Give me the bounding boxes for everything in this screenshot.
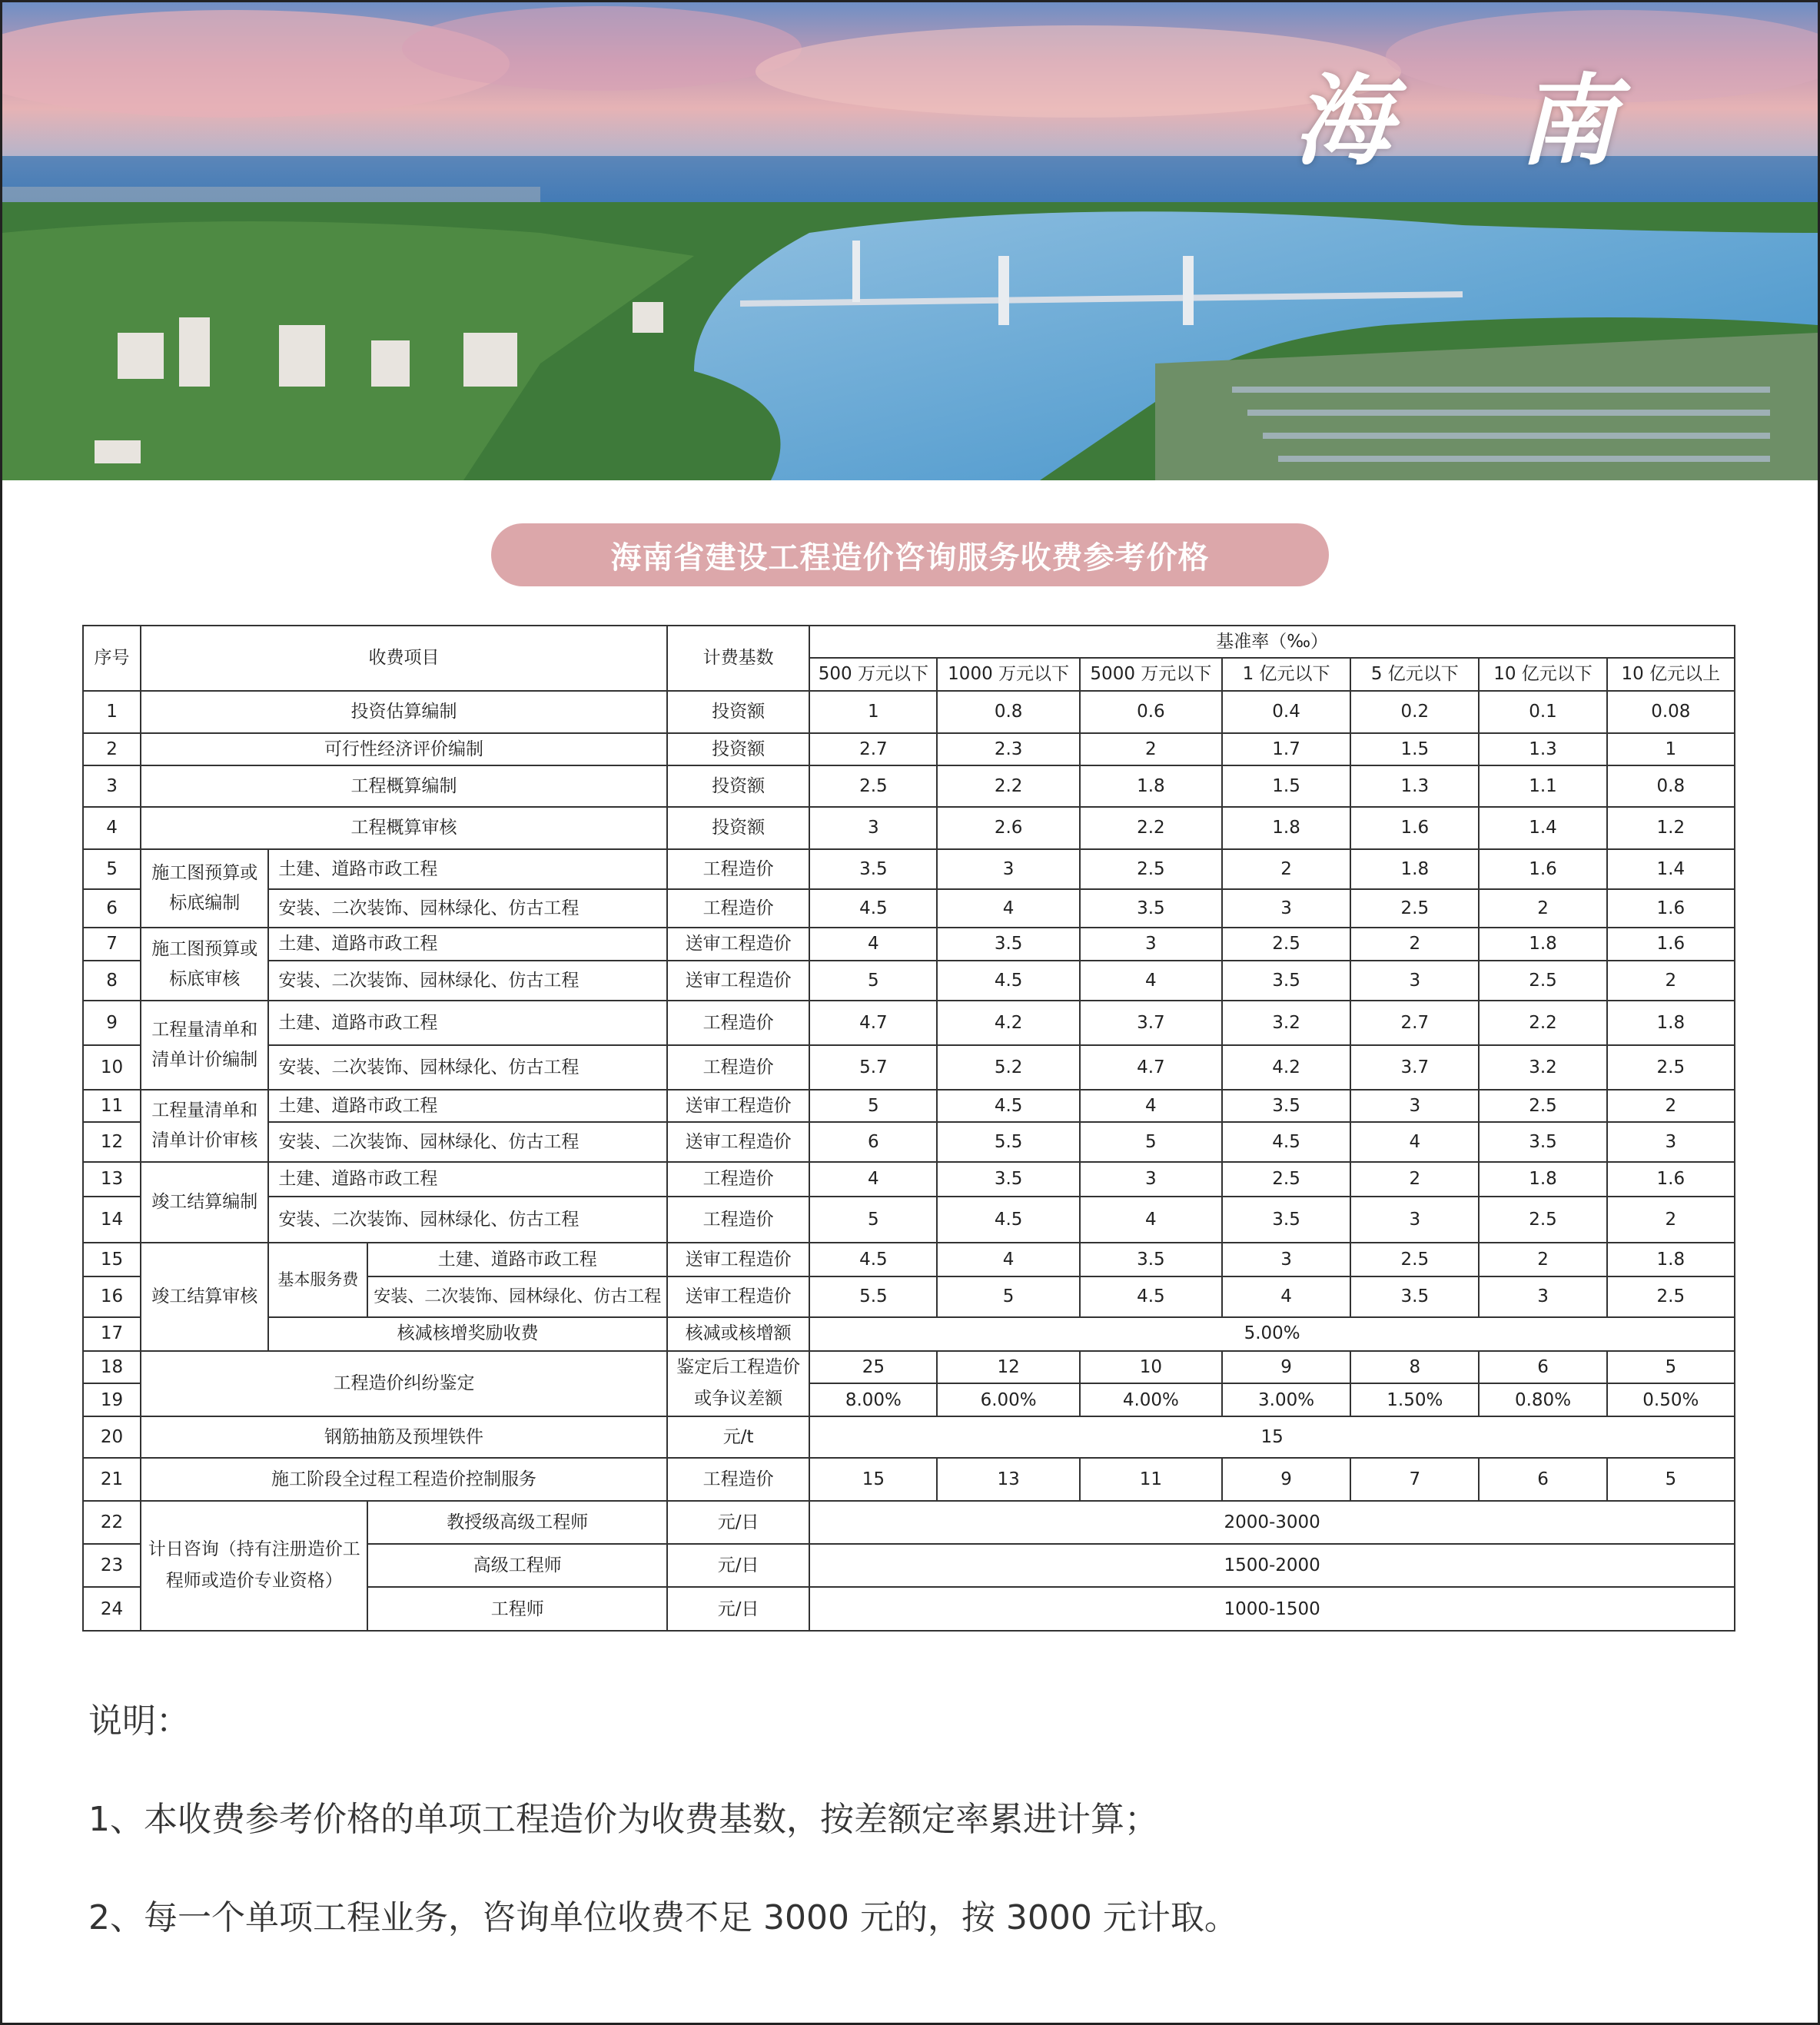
header-rate: 基准率（‰） bbox=[809, 626, 1735, 658]
rate-cell: 3 bbox=[1479, 1276, 1606, 1316]
rate-cell: 1.8 bbox=[1479, 1162, 1606, 1196]
row-item: 工程造价纠纷鉴定 bbox=[141, 1351, 667, 1416]
rate-cell: 1.6 bbox=[1479, 849, 1606, 889]
row-item: 安装、二次装饰、园林绿化、仿古工程 bbox=[367, 1276, 667, 1316]
row-index: 1 bbox=[83, 691, 141, 733]
rate-cell: 2.6 bbox=[937, 807, 1079, 848]
rate-cell: 2 bbox=[1479, 1243, 1606, 1276]
rate-cell: 3 bbox=[1607, 1122, 1735, 1162]
rate-cell: 12 bbox=[937, 1351, 1079, 1384]
rate-cell: 0.8 bbox=[1607, 765, 1735, 807]
tier-cell: 10 亿元以下 bbox=[1479, 658, 1606, 690]
row-item: 土建、道路市政工程 bbox=[268, 1090, 667, 1122]
rate-cell: 1.8 bbox=[1479, 928, 1606, 960]
row-index: 3 bbox=[83, 765, 141, 807]
row-base: 工程造价 bbox=[667, 1045, 809, 1089]
notes-line-1: 1、本收费参考价格的单项工程造价为收费基数，按差额定率累进计算； bbox=[88, 1800, 1158, 1839]
rate-cell: 1.3 bbox=[1350, 765, 1479, 807]
rate-cell: 2 bbox=[1222, 849, 1350, 889]
row-item: 工程概算审核 bbox=[141, 807, 667, 848]
row-base: 工程造价 bbox=[667, 889, 809, 928]
rate-cell: 13 bbox=[937, 1458, 1079, 1500]
table-row bbox=[83, 928, 1735, 960]
rate-cell: 4.5 bbox=[1080, 1276, 1222, 1316]
row-index: 13 bbox=[83, 1162, 141, 1196]
table-row bbox=[83, 1090, 1735, 1122]
rate-cell: 1.6 bbox=[1350, 807, 1479, 848]
rate-cell: 9 bbox=[1222, 1351, 1350, 1384]
rate-cell: 3.2 bbox=[1479, 1045, 1606, 1089]
banner-image bbox=[2, 2, 1818, 480]
rate-cell: 0.50% bbox=[1607, 1383, 1735, 1416]
row-base: 鉴定后工程造价或争议差额 bbox=[667, 1351, 809, 1416]
row-item: 土建、道路市政工程 bbox=[268, 928, 667, 960]
rate-cell: 1.7 bbox=[1222, 733, 1350, 765]
rate-cell: 0.08 bbox=[1607, 691, 1735, 733]
rate-cell: 3 bbox=[809, 807, 937, 848]
rate-cell: 2.5 bbox=[1080, 849, 1222, 889]
rate-cell: 5 bbox=[1607, 1351, 1735, 1384]
row-base: 投资额 bbox=[667, 807, 809, 848]
row-base: 工程造价 bbox=[667, 1162, 809, 1196]
rate-cell: 4 bbox=[1350, 1122, 1479, 1162]
group-label: 施工图预算或标底审核 bbox=[141, 928, 268, 1001]
header-row bbox=[83, 626, 1735, 658]
rate-cell: 4.7 bbox=[1080, 1045, 1222, 1089]
rate-cell: 4 bbox=[937, 1243, 1079, 1276]
rate-cell: 1.5 bbox=[1350, 733, 1479, 765]
group-label: 计日咨询（持有注册造价工程师或造价专业资格） bbox=[141, 1501, 367, 1631]
rate-cell: 5.7 bbox=[809, 1045, 937, 1089]
row-base: 核减或核增额 bbox=[667, 1317, 809, 1351]
group-label: 工程量清单和清单计价编制 bbox=[141, 1001, 268, 1090]
row-base: 投资额 bbox=[667, 765, 809, 807]
merged-rate-cell: 1500-2000 bbox=[809, 1544, 1735, 1587]
rate-cell: 3 bbox=[1222, 889, 1350, 928]
rate-cell: 10 bbox=[1080, 1351, 1222, 1384]
row-item: 土建、道路市政工程 bbox=[268, 849, 667, 889]
tier-cell: 1 亿元以下 bbox=[1222, 658, 1350, 690]
rate-cell: 2.5 bbox=[1479, 961, 1606, 1001]
rate-cell: 4.5 bbox=[1222, 1122, 1350, 1162]
rate-cell: 3.5 bbox=[1222, 961, 1350, 1001]
table-row bbox=[83, 1416, 1735, 1458]
rate-cell: 3 bbox=[1080, 928, 1222, 960]
rate-cell: 4 bbox=[1222, 1276, 1350, 1316]
rate-cell: 5 bbox=[809, 961, 937, 1001]
row-index: 22 bbox=[83, 1501, 141, 1544]
rate-cell: 5.5 bbox=[937, 1122, 1079, 1162]
row-index: 11 bbox=[83, 1090, 141, 1122]
rate-cell: 3.5 bbox=[1479, 1122, 1606, 1162]
table-row bbox=[83, 1458, 1735, 1500]
rate-cell: 8 bbox=[1350, 1351, 1479, 1384]
rate-cell: 2.5 bbox=[1350, 1243, 1479, 1276]
row-base: 工程造价 bbox=[667, 1001, 809, 1045]
rate-cell: 25 bbox=[809, 1351, 937, 1384]
rate-cell: 4.00% bbox=[1080, 1383, 1222, 1416]
row-item: 工程师 bbox=[367, 1587, 667, 1631]
tier-cell: 500 万元以下 bbox=[809, 658, 937, 690]
rate-cell: 2 bbox=[1607, 961, 1735, 1001]
row-index: 14 bbox=[83, 1197, 141, 1243]
row-index: 24 bbox=[83, 1587, 141, 1631]
table-row bbox=[83, 765, 1735, 807]
rate-cell: 8.00% bbox=[809, 1383, 937, 1416]
row-base: 元/日 bbox=[667, 1501, 809, 1544]
rate-cell: 4.5 bbox=[809, 889, 937, 928]
rate-cell: 3.5 bbox=[809, 849, 937, 889]
row-item: 核减核增奖励收费 bbox=[268, 1317, 667, 1351]
rate-cell: 3 bbox=[937, 849, 1079, 889]
rate-cell: 2.5 bbox=[1607, 1045, 1735, 1089]
table-row bbox=[83, 1351, 1735, 1384]
rate-cell: 2 bbox=[1607, 1090, 1735, 1122]
table-row bbox=[83, 1317, 1735, 1351]
row-item: 施工阶段全过程工程造价控制服务 bbox=[141, 1458, 667, 1500]
rate-cell: 1.8 bbox=[1080, 765, 1222, 807]
rate-cell: 4 bbox=[937, 889, 1079, 928]
rate-cell: 3.7 bbox=[1080, 1001, 1222, 1045]
row-base: 送审工程造价 bbox=[667, 1243, 809, 1276]
rate-cell: 3.5 bbox=[1080, 889, 1222, 928]
rate-cell: 9 bbox=[1222, 1458, 1350, 1500]
rate-cell: 3.5 bbox=[1080, 1243, 1222, 1276]
rate-cell: 2 bbox=[1350, 928, 1479, 960]
table-row bbox=[83, 1197, 1735, 1243]
row-index: 8 bbox=[83, 961, 141, 1001]
row-index: 4 bbox=[83, 807, 141, 848]
merged-rate-cell: 2000-3000 bbox=[809, 1501, 1735, 1544]
table-title: 海南省建设工程造价咨询服务收费参考价格 bbox=[610, 539, 1210, 576]
row-base: 投资额 bbox=[667, 691, 809, 733]
notes-heading: 说明： bbox=[88, 1701, 190, 1741]
rate-cell: 3 bbox=[1350, 1197, 1479, 1243]
row-index: 9 bbox=[83, 1001, 141, 1045]
table-row bbox=[83, 1045, 1735, 1089]
row-item: 安装、二次装饰、园林绿化、仿古工程 bbox=[268, 1045, 667, 1089]
tier-cell: 5000 万元以下 bbox=[1080, 658, 1222, 690]
rate-cell: 0.4 bbox=[1222, 691, 1350, 733]
table-row bbox=[83, 1001, 1735, 1045]
rate-cell: 4.5 bbox=[937, 961, 1079, 1001]
rate-cell: 3.00% bbox=[1222, 1383, 1350, 1416]
rate-cell: 2.7 bbox=[809, 733, 937, 765]
row-base: 送审工程造价 bbox=[667, 1090, 809, 1122]
rate-cell: 2.5 bbox=[1479, 1090, 1606, 1122]
tier-cell: 5 亿元以下 bbox=[1350, 658, 1479, 690]
rate-cell: 0.1 bbox=[1479, 691, 1606, 733]
rate-cell: 2.2 bbox=[1479, 1001, 1606, 1045]
group-label: 施工图预算或标底编制 bbox=[141, 849, 268, 928]
rate-cell: 11 bbox=[1080, 1458, 1222, 1500]
rate-cell: 2 bbox=[1080, 733, 1222, 765]
rate-cell: 2.5 bbox=[1222, 928, 1350, 960]
row-base: 元/日 bbox=[667, 1544, 809, 1587]
row-index: 7 bbox=[83, 928, 141, 960]
table-title-pill bbox=[491, 523, 1329, 586]
rate-cell: 3.2 bbox=[1222, 1001, 1350, 1045]
rate-cell: 2.3 bbox=[937, 733, 1079, 765]
table-row bbox=[83, 889, 1735, 928]
rate-cell: 1.5 bbox=[1222, 765, 1350, 807]
rate-cell: 6 bbox=[809, 1122, 937, 1162]
group-label: 基本服务费 bbox=[268, 1243, 367, 1317]
rate-cell: 1.4 bbox=[1607, 849, 1735, 889]
rate-cell: 0.80% bbox=[1479, 1383, 1606, 1416]
row-index: 20 bbox=[83, 1416, 141, 1458]
table-row bbox=[83, 1501, 1735, 1544]
table-row bbox=[83, 1162, 1735, 1196]
rate-cell: 1.8 bbox=[1607, 1001, 1735, 1045]
rate-cell: 0.2 bbox=[1350, 691, 1479, 733]
merged-rate-cell: 1000-1500 bbox=[809, 1587, 1735, 1631]
rate-cell: 4.2 bbox=[1222, 1045, 1350, 1089]
row-item: 安装、二次装饰、园林绿化、仿古工程 bbox=[268, 961, 667, 1001]
row-base: 送审工程造价 bbox=[667, 928, 809, 960]
rate-cell: 2.5 bbox=[1222, 1162, 1350, 1196]
group-label: 工程量清单和清单计价审核 bbox=[141, 1090, 268, 1163]
rate-cell: 4 bbox=[809, 928, 937, 960]
tier-cell: 10 亿元以上 bbox=[1607, 658, 1735, 690]
rate-cell: 1.6 bbox=[1607, 928, 1735, 960]
row-index: 23 bbox=[83, 1544, 141, 1587]
rate-cell: 2.5 bbox=[1479, 1197, 1606, 1243]
rate-cell: 3.5 bbox=[1222, 1197, 1350, 1243]
rate-cell: 2 bbox=[1350, 1162, 1479, 1196]
row-base: 送审工程造价 bbox=[667, 961, 809, 1001]
rate-cell: 2.5 bbox=[809, 765, 937, 807]
row-base: 工程造价 bbox=[667, 1197, 809, 1243]
rate-cell: 3 bbox=[1222, 1243, 1350, 1276]
rate-cell: 0.6 bbox=[1080, 691, 1222, 733]
rate-cell: 0.8 bbox=[937, 691, 1079, 733]
row-base: 送审工程造价 bbox=[667, 1122, 809, 1162]
row-item: 投资估算编制 bbox=[141, 691, 667, 733]
rate-cell: 5 bbox=[809, 1090, 937, 1122]
rate-cell: 2.5 bbox=[1607, 1276, 1735, 1316]
row-item: 土建、道路市政工程 bbox=[367, 1243, 667, 1276]
row-index: 17 bbox=[83, 1317, 141, 1351]
row-item: 土建、道路市政工程 bbox=[268, 1162, 667, 1196]
tier-cell: 1000 万元以下 bbox=[937, 658, 1079, 690]
row-item: 工程概算编制 bbox=[141, 765, 667, 807]
rate-cell: 4.7 bbox=[809, 1001, 937, 1045]
row-item: 可行性经济评价编制 bbox=[141, 733, 667, 765]
row-item: 安装、二次装饰、园林绿化、仿古工程 bbox=[268, 1122, 667, 1162]
rate-cell: 2.5 bbox=[1350, 889, 1479, 928]
row-index: 10 bbox=[83, 1045, 141, 1089]
row-base: 元/日 bbox=[667, 1587, 809, 1631]
row-item: 教授级高级工程师 bbox=[367, 1501, 667, 1544]
rate-cell: 1.1 bbox=[1479, 765, 1606, 807]
rate-cell: 4.2 bbox=[937, 1001, 1079, 1045]
rate-cell: 4 bbox=[1080, 1197, 1222, 1243]
row-base: 工程造价 bbox=[667, 1458, 809, 1500]
header-base: 计费基数 bbox=[667, 626, 809, 691]
table-row bbox=[83, 961, 1735, 1001]
row-index: 15 bbox=[83, 1243, 141, 1276]
rate-cell: 1 bbox=[1607, 733, 1735, 765]
rate-cell: 4 bbox=[1080, 1090, 1222, 1122]
row-index: 19 bbox=[83, 1383, 141, 1416]
notes-line-2: 2、每一个单项工程业务，咨询单位收费不足 3000 元的，按 3000 元计取。 bbox=[88, 1898, 1238, 1937]
rate-cell: 1.8 bbox=[1222, 807, 1350, 848]
group-label: 竣工结算编制 bbox=[141, 1162, 268, 1243]
row-item: 安装、二次装饰、园林绿化、仿古工程 bbox=[268, 889, 667, 928]
row-index: 12 bbox=[83, 1122, 141, 1162]
row-index: 21 bbox=[83, 1458, 141, 1500]
merged-rate-cell: 15 bbox=[809, 1416, 1735, 1458]
rate-cell: 3 bbox=[1080, 1162, 1222, 1196]
row-item: 钢筋抽筋及预埋铁件 bbox=[141, 1416, 667, 1458]
rate-cell: 4.5 bbox=[809, 1243, 937, 1276]
rate-cell: 3.5 bbox=[937, 928, 1079, 960]
rate-cell: 3.5 bbox=[1222, 1090, 1350, 1122]
rate-cell: 6.00% bbox=[937, 1383, 1079, 1416]
row-index: 18 bbox=[83, 1351, 141, 1384]
row-index: 6 bbox=[83, 889, 141, 928]
rate-cell: 5 bbox=[1080, 1122, 1222, 1162]
rate-cell: 6 bbox=[1479, 1458, 1606, 1500]
row-item: 土建、道路市政工程 bbox=[268, 1001, 667, 1045]
rate-cell: 3.5 bbox=[1350, 1276, 1479, 1316]
rate-cell: 1.4 bbox=[1479, 807, 1606, 848]
rate-cell: 2.7 bbox=[1350, 1001, 1479, 1045]
table-row bbox=[83, 849, 1735, 889]
row-base: 工程造价 bbox=[667, 849, 809, 889]
merged-rate-cell: 5.00% bbox=[809, 1317, 1735, 1351]
rate-cell: 1.6 bbox=[1607, 889, 1735, 928]
banner-title: 海 南 bbox=[1294, 64, 1663, 179]
rate-cell: 1.3 bbox=[1479, 733, 1606, 765]
group-label: 竣工结算审核 bbox=[141, 1243, 268, 1351]
header-index: 序号 bbox=[83, 626, 141, 691]
header-item: 收费项目 bbox=[141, 626, 667, 691]
table-row bbox=[83, 733, 1735, 765]
rate-cell: 1 bbox=[809, 691, 937, 733]
table-row bbox=[83, 691, 1735, 733]
rate-cell: 3 bbox=[1350, 1090, 1479, 1122]
row-base: 元/t bbox=[667, 1416, 809, 1458]
rate-cell: 3.5 bbox=[937, 1162, 1079, 1196]
rate-cell: 7 bbox=[1350, 1458, 1479, 1500]
rate-cell: 5 bbox=[809, 1197, 937, 1243]
row-base: 投资额 bbox=[667, 733, 809, 765]
fee-table bbox=[82, 625, 1735, 1632]
row-index: 2 bbox=[83, 733, 141, 765]
row-index: 16 bbox=[83, 1276, 141, 1316]
rate-cell: 1.6 bbox=[1607, 1162, 1735, 1196]
row-index: 5 bbox=[83, 849, 141, 889]
rate-cell: 5 bbox=[1607, 1458, 1735, 1500]
rate-cell: 5.2 bbox=[937, 1045, 1079, 1089]
rate-cell: 2.2 bbox=[937, 765, 1079, 807]
rate-cell: 5 bbox=[937, 1276, 1079, 1316]
rate-cell: 3.7 bbox=[1350, 1045, 1479, 1089]
rate-cell: 1.2 bbox=[1607, 807, 1735, 848]
row-item: 安装、二次装饰、园林绿化、仿古工程 bbox=[268, 1197, 667, 1243]
table-row bbox=[83, 1122, 1735, 1162]
rate-cell: 1.8 bbox=[1350, 849, 1479, 889]
rate-cell: 6 bbox=[1479, 1351, 1606, 1384]
rate-cell: 2 bbox=[1607, 1197, 1735, 1243]
rate-cell: 4.5 bbox=[937, 1197, 1079, 1243]
rate-cell: 3 bbox=[1350, 961, 1479, 1001]
table-row bbox=[83, 1243, 1735, 1276]
row-item: 高级工程师 bbox=[367, 1544, 667, 1587]
rate-cell: 1.8 bbox=[1607, 1243, 1735, 1276]
rate-cell: 15 bbox=[809, 1458, 937, 1500]
row-base: 送审工程造价 bbox=[667, 1276, 809, 1316]
rate-cell: 4 bbox=[1080, 961, 1222, 1001]
rate-cell: 4 bbox=[809, 1162, 937, 1196]
table-row bbox=[83, 807, 1735, 848]
rate-cell: 2.2 bbox=[1080, 807, 1222, 848]
rate-cell: 2 bbox=[1479, 889, 1606, 928]
rate-cell: 4.5 bbox=[937, 1090, 1079, 1122]
rate-cell: 5.5 bbox=[809, 1276, 937, 1316]
rate-cell: 1.50% bbox=[1350, 1383, 1479, 1416]
